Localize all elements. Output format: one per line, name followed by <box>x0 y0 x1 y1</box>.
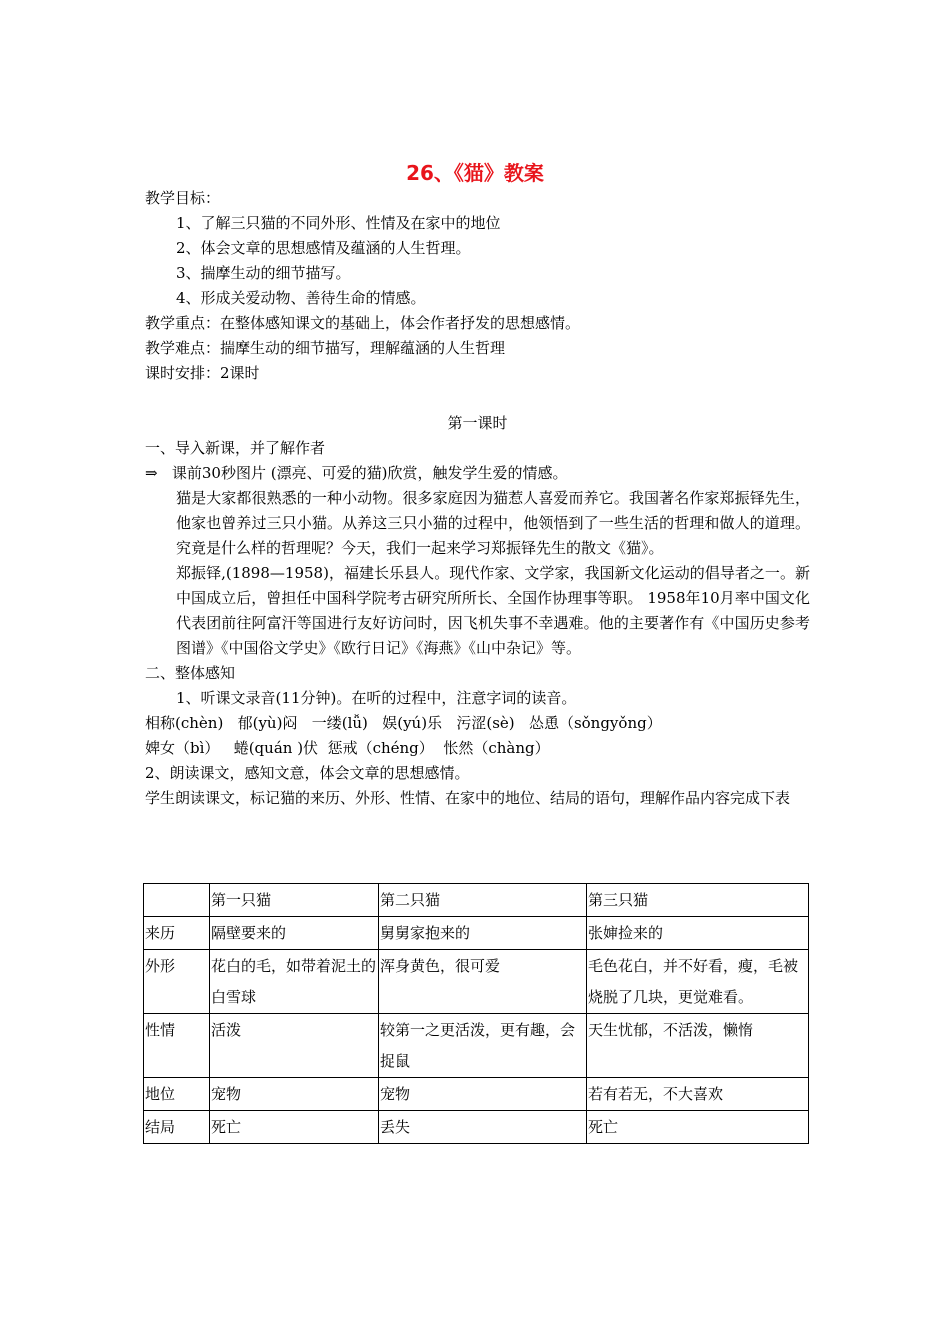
table-header-cell: 第一只猫 <box>210 884 379 917</box>
listening-item: 1、听课文录音(11分钟)。在听的过程中，注意字词的读音。 <box>176 689 577 707</box>
table-row <box>144 917 809 950</box>
table-row <box>144 1111 809 1144</box>
difficulty: 教学难点：揣摩生动的细节描写，理解蕴涵的人生哲理 <box>145 339 506 357</box>
table-cell: 天生忧郁，不活泼，懒惰 <box>587 1014 809 1078</box>
table-cell: 宠物 <box>210 1078 379 1111</box>
table-cell: 隔壁要来的 <box>210 917 379 950</box>
table-cell: 张婶捡来的 <box>587 917 809 950</box>
table-cell: 活泼 <box>210 1014 379 1078</box>
vocab-line: 相称(chèn) 郁(yù)闷 一缕(lǚ) 娱(yú)乐 污涩(sè) 怂恿（sǒngyǒng） <box>145 714 662 732</box>
intro-paragraph: 猫是大家都很熟悉的一种小动物。很多家庭因为猫惹人喜爱而养它。我国著名作家郑振铎先生，他家也曾养过三只小猫。从养这三只小猫的过程中，他领悟到了一些生活的哲理和做人的道理。究竟是什么样的哲理呢？今天，我们一起来学习郑振铎先生的散文《猫》。 <box>176 489 810 557</box>
table-cell: 死亡 <box>587 1111 809 1144</box>
table-cell: 毛色花白，并不好看，瘦，毛被烧脱了几块，更觉难看。 <box>587 950 809 1014</box>
lesson-title: 第一课时 <box>447 414 508 432</box>
table-cell: 宠物 <box>379 1078 587 1111</box>
table-header-row <box>144 884 809 917</box>
arrow-marker-icon: ⇒ <box>145 464 158 482</box>
table-cell: 浑身黄色，很可爱 <box>379 950 587 1014</box>
section1-heading: 一、导入新课，并了解作者 <box>145 439 326 457</box>
schedule: 课时安排：2课时 <box>145 364 260 382</box>
table-header-cell: 第二只猫 <box>379 884 587 917</box>
document-body <box>145 186 810 811</box>
table-cell: 死亡 <box>210 1111 379 1144</box>
intro-text: 课前30秒图片 (漂亮、可爱的猫)欣赏，触发学生爱的情感。 <box>171 464 568 482</box>
row-label-cell: 地位 <box>144 1078 210 1111</box>
row-label-cell: 外形 <box>144 950 210 1014</box>
goal-item: 2、体会文章的思想感情及蕴涵的人生哲理。 <box>176 239 471 257</box>
table-row <box>144 1014 809 1078</box>
goal-item: 3、揣摩生动的细节描写。 <box>176 264 351 282</box>
vocab-line: 婢女（bì） 蜷(quán )伏 惩戒（chéng） 怅然（chàng） <box>145 739 550 757</box>
table-row <box>144 1078 809 1111</box>
table-cell: 舅舅家抱来的 <box>379 917 587 950</box>
key-point: 教学重点：在整体感知课文的基础上，体会作者抒发的思想感情。 <box>145 314 581 332</box>
goal-item: 1、了解三只猫的不同外形、性情及在家中的地位 <box>176 214 501 232</box>
table-row <box>144 950 809 1014</box>
task-paragraph: 学生朗读课文，标记猫的来历、外形、性情、在家中的地位、结局的语句，理解作品内容完成下表 <box>145 789 791 807</box>
reading-item: 2、朗读课文，感知文意，体会文章的思想感情。 <box>145 764 470 782</box>
table-header-cell: 第三只猫 <box>587 884 809 917</box>
document-title: 26、《猫》教案 <box>406 161 544 185</box>
row-label-cell: 结局 <box>144 1111 210 1144</box>
row-label-cell: 性情 <box>144 1014 210 1078</box>
table-cell: 若有若无，不大喜欢 <box>587 1078 809 1111</box>
table-header-cell <box>144 884 210 917</box>
table-cell: 丢失 <box>379 1111 587 1144</box>
table-cell: 较第一之更活泼，更有趣，会捉鼠 <box>379 1014 587 1078</box>
cat-comparison-table <box>143 883 809 1144</box>
table-cell: 花白的毛，如带着泥土的白雪球 <box>210 950 379 1014</box>
row-label-cell: 来历 <box>144 917 210 950</box>
section2-heading: 二、整体感知 <box>145 664 236 682</box>
author-paragraph: 郑振铎,(1898—1958)，福建长乐县人。现代作家、文学家，我国新文化运动的倡导者之一。新中国成立后，曾担任中国科学院考古研究所所长、全国作协理事等职。 1958年10月率中国文化代表团前往阿富汗等国进行友好访问时，因飞机失事不幸遇难。他的主要著作有《中国历史参考图谱》《中国俗文学史》《欧行日记》《海燕》《山中杂记》等。 <box>176 564 810 657</box>
goal-item: 4、形成关爱动物、善待生命的情感。 <box>176 289 426 307</box>
goals-heading: 教学目标： <box>145 189 221 207</box>
intro-line <box>145 461 810 486</box>
